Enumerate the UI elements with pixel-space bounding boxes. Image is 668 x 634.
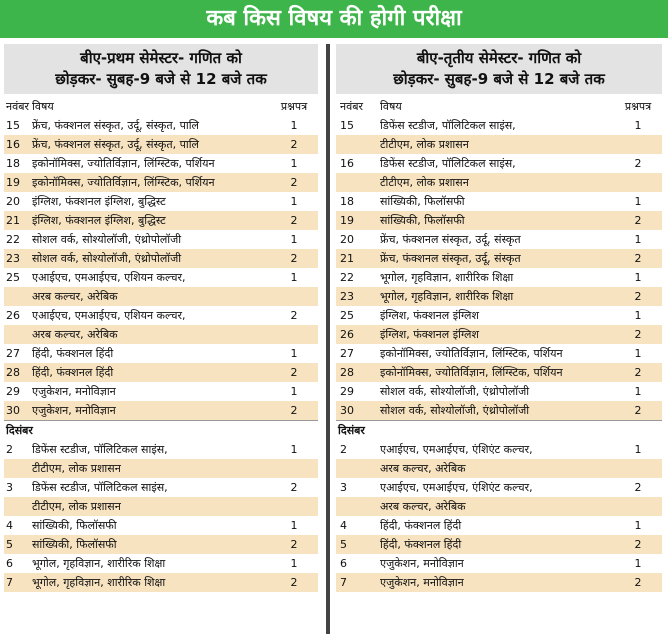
row-date: 25 bbox=[6, 271, 20, 284]
row-paper bbox=[614, 459, 662, 478]
row-paper bbox=[614, 135, 662, 154]
row-subject: एआईएच, एमआईएच, एशियन कल्चर, bbox=[32, 271, 186, 284]
row-date: 2 bbox=[6, 443, 13, 456]
table-row bbox=[4, 459, 318, 478]
row-paper bbox=[270, 287, 318, 306]
row-subject: हिंदी, फंक्शनल हिंदी bbox=[32, 366, 114, 379]
row-subject: इकोनॉमिक्स, ज्योतिर्विज्ञान, लिंग्स्टिक, पर्शियन bbox=[380, 347, 563, 360]
table-row bbox=[336, 192, 662, 211]
left-col-date: नवंबर bbox=[6, 100, 30, 113]
row-paper: 1 bbox=[290, 385, 298, 398]
row-date: 23 bbox=[6, 252, 20, 265]
row-subject: अरब कल्चर, अरेबिक bbox=[380, 462, 466, 475]
row-subject: हिंदी, फंक्शनल हिंदी bbox=[380, 519, 462, 532]
left-heading-line1: बीए-प्रथम सेमेस्टर- गणित को bbox=[80, 49, 242, 67]
row-date: 22 bbox=[6, 233, 20, 246]
table-row bbox=[336, 249, 662, 268]
row-paper: 2 bbox=[290, 138, 298, 151]
row-paper: 1 bbox=[634, 233, 642, 246]
row-paper: 2 bbox=[290, 176, 298, 189]
row-subject: सांख्यिकी, फिलॉसफी bbox=[32, 538, 117, 551]
row-date: 22 bbox=[340, 271, 354, 284]
table-row bbox=[4, 363, 318, 382]
left-column bbox=[4, 44, 318, 592]
right-month-dec: दिसंबर bbox=[336, 420, 662, 440]
table-row bbox=[336, 382, 662, 401]
row-paper: 2 bbox=[290, 214, 298, 227]
left-month-dec: दिसंबर bbox=[4, 420, 318, 440]
row-subject: टीटीएम, लोक प्रशासन bbox=[32, 462, 121, 475]
row-paper: 2 bbox=[290, 309, 298, 322]
table-row bbox=[4, 116, 318, 135]
page-title: कब किस विषय की होगी परीक्षा bbox=[0, 0, 668, 38]
row-paper: 1 bbox=[634, 271, 642, 284]
right-col-paper: प्रश्नपत्र bbox=[624, 100, 652, 113]
row-paper: 2 bbox=[634, 252, 642, 265]
table-row bbox=[4, 554, 318, 573]
row-paper: 2 bbox=[290, 366, 298, 379]
row-paper bbox=[270, 325, 318, 344]
row-date: 4 bbox=[340, 519, 347, 532]
row-paper bbox=[614, 497, 662, 516]
row-paper: 2 bbox=[634, 328, 642, 341]
row-paper: 1 bbox=[634, 195, 642, 208]
table-row bbox=[4, 497, 318, 516]
table-row bbox=[336, 268, 662, 287]
row-paper: 2 bbox=[290, 404, 298, 417]
row-subject: इंग्लिश, फंक्शनल इंग्लिश bbox=[380, 328, 479, 341]
row-paper: 1 bbox=[290, 233, 298, 246]
row-subject: एजुकेशन, मनोविज्ञान bbox=[32, 385, 116, 398]
row-subject: अरब कल्चर, अरेबिक bbox=[380, 500, 466, 513]
row-subject: फ्रेंच, फंक्शनल संस्कृत, उर्दू, संस्कृत bbox=[380, 252, 521, 265]
row-paper: 1 bbox=[634, 443, 642, 456]
row-subject: एजुकेशन, मनोविज्ञान bbox=[380, 576, 464, 589]
row-subject: भूगोल, गृहविज्ञान, शारीरिक शिक्षा bbox=[32, 576, 166, 589]
row-date: 29 bbox=[6, 385, 20, 398]
right-rows-nov bbox=[336, 116, 662, 420]
right-heading bbox=[336, 44, 662, 94]
row-date: 16 bbox=[340, 157, 354, 170]
right-column bbox=[336, 44, 662, 592]
right-col-subject: विषय bbox=[380, 100, 402, 113]
table-row bbox=[4, 325, 318, 344]
row-date: 5 bbox=[6, 538, 13, 551]
row-subject: हिंदी, फंक्शनल हिंदी bbox=[32, 347, 114, 360]
row-paper: 2 bbox=[634, 214, 642, 227]
row-paper: 2 bbox=[290, 481, 298, 494]
table-row bbox=[4, 382, 318, 401]
row-subject: सोशल वर्क, सोश्योलॉजी, एंथ्रोपोलॉजी bbox=[32, 252, 182, 265]
row-date: 19 bbox=[340, 214, 354, 227]
row-date: 25 bbox=[340, 309, 354, 322]
row-paper: 2 bbox=[290, 538, 298, 551]
row-date bbox=[4, 459, 32, 478]
row-date: 26 bbox=[340, 328, 354, 341]
row-date: 28 bbox=[340, 366, 354, 379]
row-date: 3 bbox=[340, 481, 347, 494]
row-date: 29 bbox=[340, 385, 354, 398]
row-paper: 1 bbox=[290, 195, 298, 208]
table-row bbox=[4, 440, 318, 459]
row-subject: एआईएच, एमआईएच, एंशिएंट कल्चर, bbox=[380, 481, 533, 494]
row-subject: डिफेंस स्टडीज, पॉलिटिकल साइंस, bbox=[380, 119, 516, 132]
right-col-date: नवंबर bbox=[340, 100, 364, 113]
table-row bbox=[336, 135, 662, 154]
row-date bbox=[336, 173, 380, 192]
row-paper: 2 bbox=[634, 366, 642, 379]
right-heading-line2: छोड़कर- सुबह-9 बजे से 12 बजे तक bbox=[393, 70, 605, 88]
row-paper: 2 bbox=[634, 481, 642, 494]
row-date: 18 bbox=[340, 195, 354, 208]
table-row bbox=[336, 211, 662, 230]
row-date: 4 bbox=[6, 519, 13, 532]
row-paper: 1 bbox=[290, 119, 298, 132]
row-date bbox=[4, 497, 32, 516]
table-row bbox=[336, 497, 662, 516]
row-date: 6 bbox=[6, 557, 13, 570]
table-row bbox=[4, 306, 318, 325]
table-row bbox=[336, 287, 662, 306]
row-date: 15 bbox=[6, 119, 20, 132]
row-date: 18 bbox=[6, 157, 20, 170]
left-table-header bbox=[4, 98, 318, 116]
row-paper: 2 bbox=[634, 538, 642, 551]
table-row bbox=[4, 573, 318, 592]
row-date: 3 bbox=[6, 481, 13, 494]
row-date: 20 bbox=[6, 195, 20, 208]
row-date: 27 bbox=[6, 347, 20, 360]
row-paper: 2 bbox=[290, 576, 298, 589]
row-date bbox=[336, 497, 380, 516]
row-subject: इंग्लिश, फंक्शनल इंग्लिश, बुद्धिस्ट bbox=[32, 214, 166, 227]
row-paper: 1 bbox=[634, 309, 642, 322]
right-heading-line1: बीए-तृतीय सेमेस्टर- गणित को bbox=[416, 49, 582, 67]
row-paper: 1 bbox=[634, 119, 642, 132]
row-subject: टीटीएम, लोक प्रशासन bbox=[32, 500, 121, 513]
row-subject: इंग्लिश, फंक्शनल इंग्लिश bbox=[380, 309, 479, 322]
table-row bbox=[4, 211, 318, 230]
table-row bbox=[336, 154, 662, 173]
table-row bbox=[4, 135, 318, 154]
row-date: 23 bbox=[340, 290, 354, 303]
row-date bbox=[336, 135, 380, 154]
row-date: 27 bbox=[340, 347, 354, 360]
row-subject: डिफेंस स्टडीज, पॉलिटिकल साइंस, bbox=[32, 443, 168, 456]
row-subject: डिफेंस स्टडीज, पॉलिटिकल साइंस, bbox=[380, 157, 516, 170]
row-subject: सोशल वर्क, सोश्योलॉजी, एंथ्रोपोलॉजी bbox=[380, 404, 530, 417]
table-row bbox=[336, 344, 662, 363]
row-date: 5 bbox=[340, 538, 347, 551]
row-date bbox=[4, 325, 32, 344]
table-row bbox=[336, 535, 662, 554]
row-paper: 2 bbox=[634, 290, 642, 303]
row-subject: एआईएच, एमआईएच, एंशिएंट कल्चर, bbox=[380, 443, 533, 456]
table-row bbox=[4, 192, 318, 211]
table-row bbox=[4, 173, 318, 192]
row-paper: 1 bbox=[634, 347, 642, 360]
table-row bbox=[4, 516, 318, 535]
table-row bbox=[4, 478, 318, 497]
table-row bbox=[4, 268, 318, 287]
row-subject: डिफेंस स्टडीज, पॉलिटिकल साइंस, bbox=[32, 481, 168, 494]
row-subject: एआईएच, एमआईएच, एशियन कल्चर, bbox=[32, 309, 186, 322]
row-date: 19 bbox=[6, 176, 20, 189]
table-row bbox=[336, 306, 662, 325]
left-heading-line2: छोड़कर- सुबह-9 बजे से 12 बजे तक bbox=[55, 70, 267, 88]
row-paper: 1 bbox=[290, 443, 298, 456]
row-date: 20 bbox=[340, 233, 354, 246]
table-row bbox=[336, 516, 662, 535]
row-subject: टीटीएम, लोक प्रशासन bbox=[380, 138, 469, 151]
row-paper: 1 bbox=[290, 347, 298, 360]
row-paper bbox=[614, 173, 662, 192]
row-date: 21 bbox=[6, 214, 20, 227]
table-row bbox=[4, 344, 318, 363]
row-paper: 2 bbox=[634, 404, 642, 417]
row-date: 21 bbox=[340, 252, 354, 265]
table-row bbox=[336, 459, 662, 478]
row-date: 16 bbox=[6, 138, 20, 151]
table-row bbox=[336, 116, 662, 135]
left-col-subject: विषय bbox=[32, 100, 54, 113]
table-row bbox=[4, 535, 318, 554]
table-row bbox=[4, 154, 318, 173]
row-date: 6 bbox=[340, 557, 347, 570]
row-subject: एजुकेशन, मनोविज्ञान bbox=[380, 557, 464, 570]
row-subject: हिंदी, फंक्शनल हिंदी bbox=[380, 538, 462, 551]
table-row bbox=[336, 573, 662, 592]
table-row bbox=[336, 478, 662, 497]
row-paper: 1 bbox=[290, 271, 298, 284]
row-date bbox=[4, 287, 32, 306]
row-date: 28 bbox=[6, 366, 20, 379]
left-rows-nov bbox=[4, 116, 318, 420]
left-rows-dec bbox=[4, 440, 318, 592]
row-subject: टीटीएम, लोक प्रशासन bbox=[380, 176, 469, 189]
row-date: 7 bbox=[340, 576, 347, 589]
row-subject: इकोनॉमिक्स, ज्योतिर्विज्ञान, लिंग्स्टिक, पर्शियन bbox=[32, 176, 215, 189]
row-subject: सोशल वर्क, सोश्योलॉजी, एंथ्रोपोलॉजी bbox=[32, 233, 182, 246]
row-paper: 1 bbox=[290, 519, 298, 532]
row-subject: सांख्यिकी, फिलॉसफी bbox=[380, 214, 465, 227]
row-subject: अरब कल्चर, अरेबिक bbox=[32, 328, 118, 341]
left-heading bbox=[4, 44, 318, 94]
table-row bbox=[4, 287, 318, 306]
row-subject: इकोनॉमिक्स, ज्योतिर्विज्ञान, लिंग्स्टिक, पर्शियन bbox=[380, 366, 563, 379]
row-paper: 1 bbox=[634, 385, 642, 398]
row-paper: 2 bbox=[634, 576, 642, 589]
row-date: 7 bbox=[6, 576, 13, 589]
row-date: 30 bbox=[340, 404, 354, 417]
row-subject: इकोनॉमिक्स, ज्योतिर्विज्ञान, लिंग्स्टिक, पर्शियन bbox=[32, 157, 215, 170]
row-subject: फ्रेंच, फंक्शनल संस्कृत, उर्दू, संस्कृत, पालि bbox=[32, 138, 200, 151]
row-paper: 1 bbox=[634, 557, 642, 570]
row-paper: 1 bbox=[290, 557, 298, 570]
table-row bbox=[336, 173, 662, 192]
row-date bbox=[336, 459, 380, 478]
table-row bbox=[336, 363, 662, 382]
row-date: 30 bbox=[6, 404, 20, 417]
table-row bbox=[4, 401, 318, 420]
right-rows-dec bbox=[336, 440, 662, 592]
row-paper: 1 bbox=[634, 519, 642, 532]
table-row bbox=[336, 230, 662, 249]
row-subject: सांख्यिकी, फिलॉसफी bbox=[32, 519, 117, 532]
table-row bbox=[336, 554, 662, 573]
row-subject: भूगोल, गृहविज्ञान, शारीरिक शिक्षा bbox=[380, 271, 514, 284]
table-row bbox=[336, 440, 662, 459]
row-paper: 2 bbox=[290, 252, 298, 265]
row-subject: अरब कल्चर, अरेबिक bbox=[32, 290, 118, 303]
row-subject: भूगोल, गृहविज्ञान, शारीरिक शिक्षा bbox=[32, 557, 166, 570]
row-subject: भूगोल, गृहविज्ञान, शारीरिक शिक्षा bbox=[380, 290, 514, 303]
row-subject: सोशल वर्क, सोश्योलॉजी, एंथ्रोपोलॉजी bbox=[380, 385, 530, 398]
row-date: 15 bbox=[340, 119, 354, 132]
row-subject: इंग्लिश, फंक्शनल इंग्लिश, बुद्धिस्ट bbox=[32, 195, 166, 208]
row-subject: फ्रेंच, फंक्शनल संस्कृत, उर्दू, संस्कृत, पालि bbox=[32, 119, 200, 132]
row-date: 26 bbox=[6, 309, 20, 322]
row-subject: सांख्यिकी, फिलॉसफी bbox=[380, 195, 465, 208]
left-col-paper: प्रश्नपत्र bbox=[280, 100, 308, 113]
column-divider bbox=[326, 44, 330, 634]
row-paper bbox=[270, 459, 318, 478]
row-paper: 2 bbox=[634, 157, 642, 170]
table-row bbox=[4, 230, 318, 249]
row-date: 2 bbox=[340, 443, 347, 456]
row-paper bbox=[270, 497, 318, 516]
row-paper: 1 bbox=[290, 157, 298, 170]
right-table-header bbox=[336, 98, 662, 116]
table-row bbox=[336, 401, 662, 420]
row-subject: एजुकेशन, मनोविज्ञान bbox=[32, 404, 116, 417]
table-row bbox=[336, 325, 662, 344]
row-subject: फ्रेंच, फंक्शनल संस्कृत, उर्दू, संस्कृत bbox=[380, 233, 521, 246]
table-row bbox=[4, 249, 318, 268]
